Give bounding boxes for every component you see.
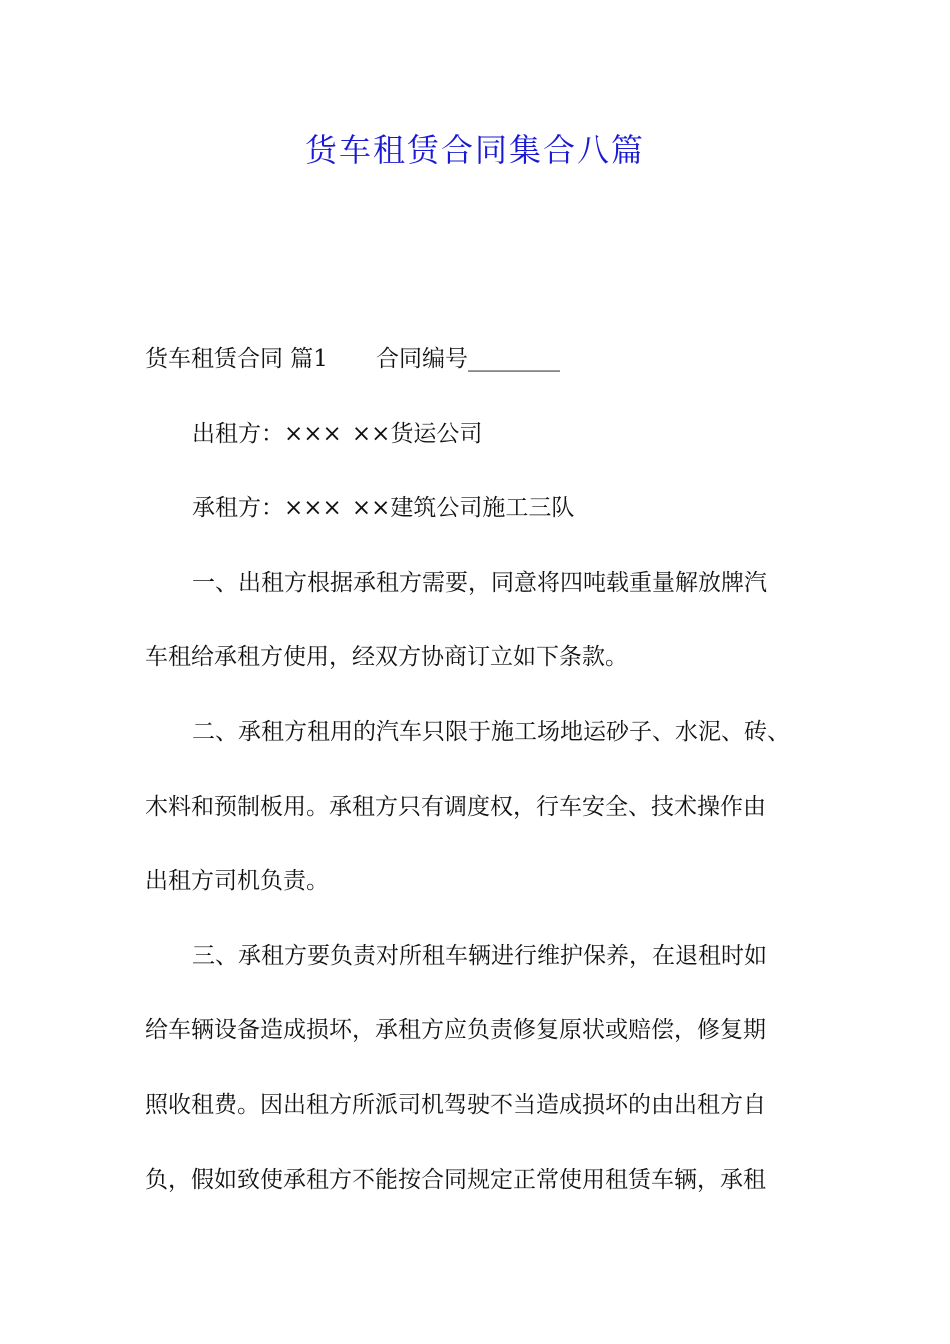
document-title: 货车租赁合同集合八篇 <box>304 131 645 169</box>
paragraph-line: 木料和预制板用。承租方只有调度权，行车安全、技术操作由 <box>145 793 766 820</box>
lessee-marks: ××× <box>284 495 342 522</box>
lessee-line <box>145 488 835 563</box>
contract-heading: 货车租赁合同 篇1 <box>145 346 328 372</box>
paragraph-line: 给车辆设备造成损坏，承租方应负责修复原状或赔偿，修复期 <box>145 1017 766 1044</box>
lessor-line <box>145 414 835 489</box>
paragraph-line: 车租给承租方使用，经双方协商订立如下条款。 <box>145 644 628 671</box>
document-body <box>145 339 835 1234</box>
lessor-label: 出租方： <box>192 420 284 447</box>
paragraph-line: 照收租费。因出租方所派司机驾驶不当造成损坏的由出租方自 <box>145 1091 766 1118</box>
paragraph-line: 出租方司机负责。 <box>145 868 329 895</box>
contract-heading-line <box>145 339 835 414</box>
lessor-company: ××货运公司 <box>351 420 483 447</box>
lessor-marks: ××× <box>284 420 342 447</box>
paragraph-line: 负，假如致使承租方不能按合同规定正常使用租赁车辆，承租 <box>145 1166 766 1193</box>
contract-number: 合同编号________ <box>375 346 560 372</box>
lessee-label: 承租方： <box>192 495 284 522</box>
lessee-company: ××建筑公司施工三队 <box>351 495 575 522</box>
paragraph-line: 二、承租方租用的汽车只限于施工场地运砂子、水泥、砖、 <box>192 718 790 745</box>
paragraph-line: 一、出租方根据承租方需要，同意将四吨载重量解放牌汽 <box>192 569 767 596</box>
paragraph-line: 三、承租方要负责对所租车辆进行维护保养，在退租时如 <box>192 942 767 969</box>
